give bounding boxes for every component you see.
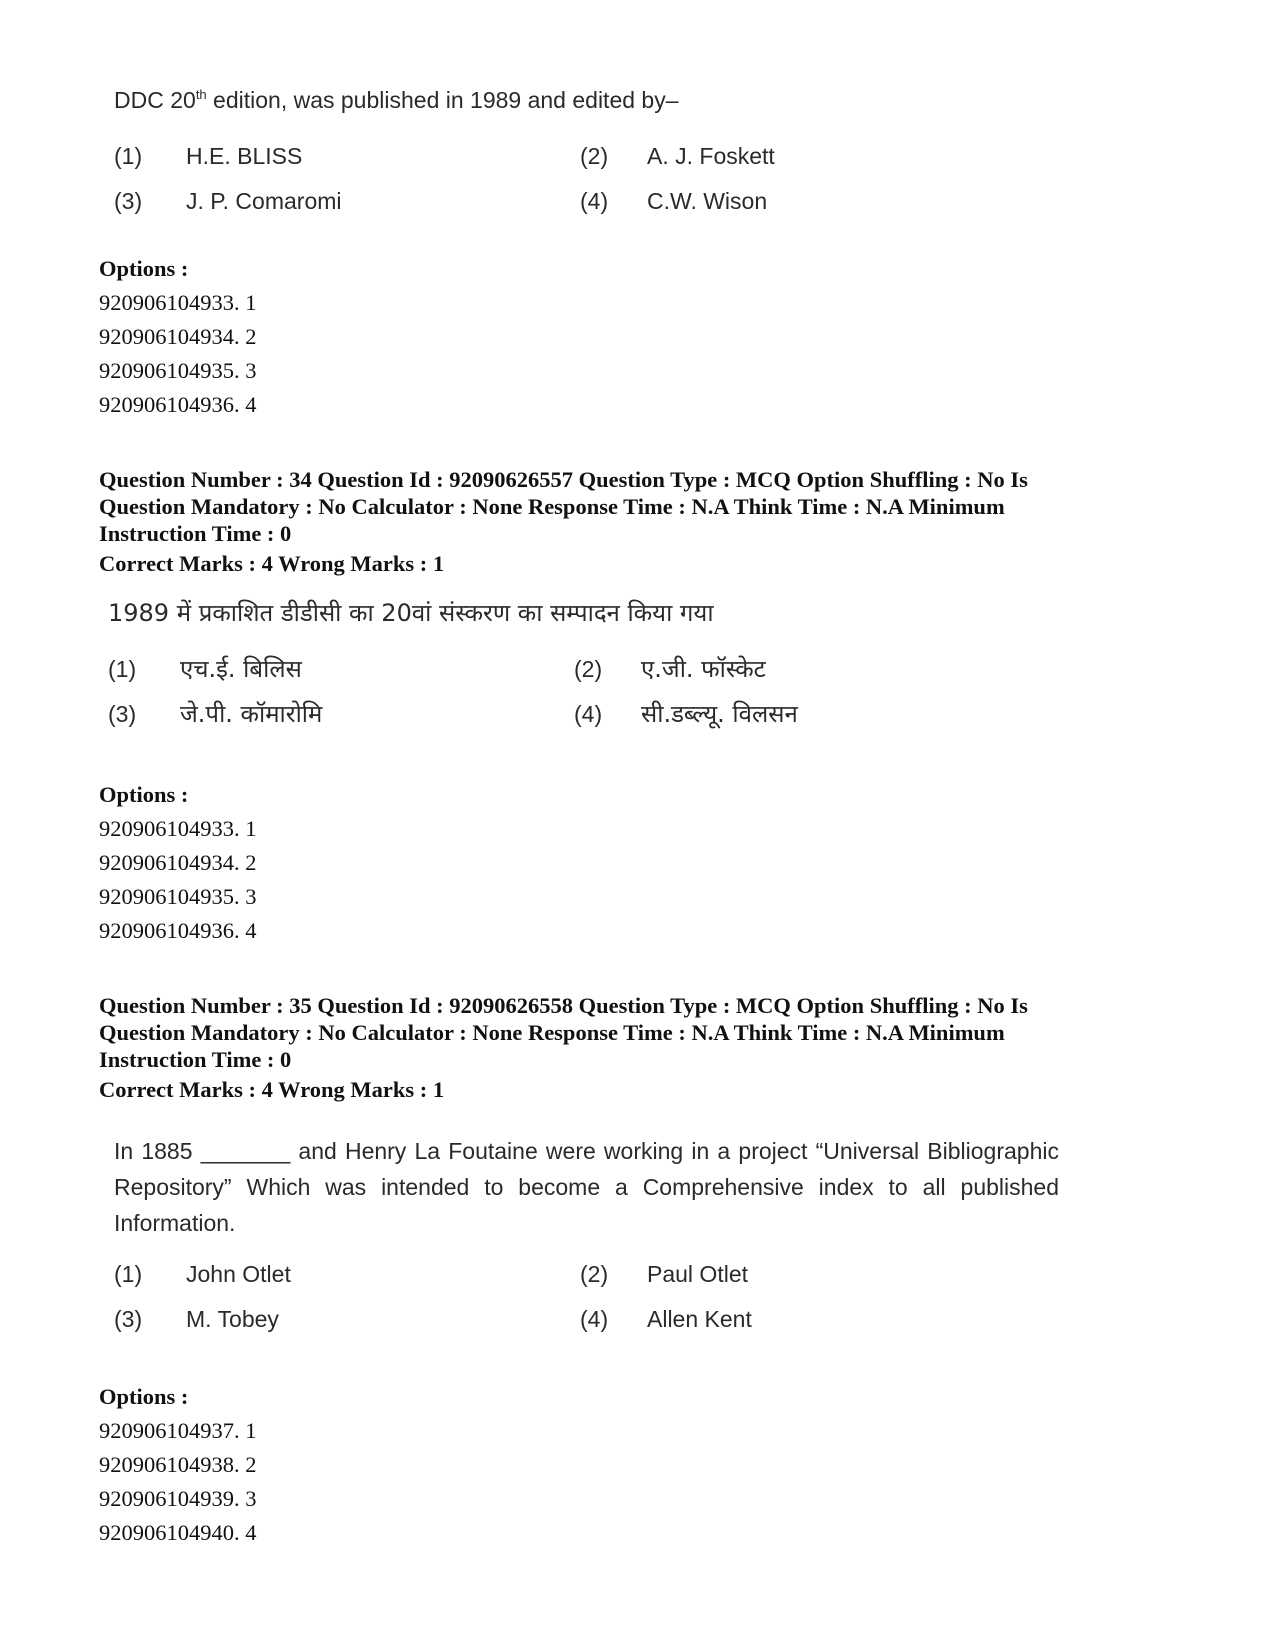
q35-option-id: 920906104939. 3 — [99, 1486, 257, 1511]
q35-choice-2-text: Paul Otlet — [647, 1261, 748, 1287]
q34-option-id: 920906104934. 2 — [99, 850, 257, 875]
q33-choice-2-number: (2) — [580, 143, 609, 169]
q35-choice-3-text: M. Tobey — [186, 1306, 279, 1332]
q34-choice-1-text: एच.ई. बिलिस — [180, 655, 302, 683]
q35-marks: Correct Marks : 4 Wrong Marks : 1 — [99, 1077, 445, 1102]
q35-option-id: 920906104937. 1 — [99, 1418, 257, 1443]
q33-choice-row — [114, 183, 914, 219]
q35-options-label: Options : — [99, 1384, 189, 1409]
q34-metadata — [99, 466, 1189, 547]
q33-choice-4-text: C.W. Wison — [647, 188, 768, 214]
q33-option-id: 920906104934. 2 — [99, 324, 257, 349]
q33-option-id: 920906104933. 1 — [99, 290, 257, 315]
q35-choice-3-number: (3) — [114, 1306, 143, 1332]
q33-option-id: 920906104936. 4 — [99, 392, 257, 417]
q34-option-id: 920906104936. 4 — [99, 918, 257, 943]
q34-choice-row — [108, 696, 908, 732]
q34-choice-4-text: सी.डब्ल्यू. विलसन — [641, 700, 798, 728]
q33-stem-part: DDC 20 — [114, 87, 196, 113]
q35-options-block — [99, 1380, 257, 1550]
q33-stem-part: edition, was published in 1989 and edited by– — [206, 87, 679, 113]
q34-meta-line: Question Mandatory : No Calculator : None Response Time : N.A Think Time : N.A Minimum — [99, 494, 1005, 519]
q34-meta-line: Question Number : 34 Question Id : 92090626557 Question Type : MCQ Option Shuffling : No Is — [99, 467, 1028, 492]
q35-choice-4-text: Allen Kent — [647, 1306, 752, 1332]
q34-options-label: Options : — [99, 782, 189, 807]
q33-option-id: 920906104935. 3 — [99, 358, 257, 383]
q33-choice-3-number: (3) — [114, 188, 143, 214]
q35-meta-line: Instruction Time : 0 — [99, 1047, 292, 1072]
q33-choice-3-text: J. P. Comaromi — [186, 188, 342, 214]
q34-question-image — [108, 595, 1008, 745]
q34-choice-3-text: जे.पी. कॉमारोमि — [180, 700, 323, 728]
q34-choice-2-text: ए.जी. फॉस्केट — [641, 655, 766, 683]
q33-options-block — [99, 252, 257, 422]
q34-choice-4-number: (4) — [574, 701, 603, 727]
q35-metadata — [99, 992, 1189, 1073]
q33-choice-1-text: H.E. BLISS — [186, 143, 303, 169]
q34-meta-line: Instruction Time : 0 — [99, 521, 292, 546]
q33-question-stem — [114, 82, 1014, 118]
q33-question-image — [114, 82, 1014, 232]
q34-choice-1-number: (1) — [108, 656, 137, 682]
q35-option-id: 920906104940. 4 — [99, 1520, 257, 1545]
q34-option-id: 920906104935. 3 — [99, 884, 257, 909]
q34-choice-3-number: (3) — [108, 701, 137, 727]
q34-options-block — [99, 778, 257, 948]
q35-choice-1-number: (1) — [114, 1261, 143, 1287]
q35-choice-row — [114, 1301, 914, 1337]
q34-choice-row — [108, 651, 908, 687]
q35-question-stem: In 1885 _______ and Henry La Foutaine were working in a project “Universal Bibliographic Repository” Which was intended to become a Comprehensive index to all published Information. — [114, 1138, 1059, 1236]
q35-question-image — [114, 1133, 1074, 1353]
q33-options-label: Options : — [99, 256, 189, 281]
q34-choice-2-number: (2) — [574, 656, 603, 682]
q35-choice-row — [114, 1256, 914, 1292]
q35-meta-line: Question Mandatory : No Calculator : None Response Time : N.A Think Time : N.A Minimum — [99, 1020, 1005, 1045]
q35-choice-2-number: (2) — [580, 1261, 609, 1287]
q34-marks: Correct Marks : 4 Wrong Marks : 1 — [99, 551, 445, 576]
q35-meta-line: Question Number : 35 Question Id : 92090626558 Question Type : MCQ Option Shuffling : No Is — [99, 993, 1028, 1018]
q33-choice-1-number: (1) — [114, 143, 143, 169]
q34-question-stem: 1989 में प्रकाशित डीडीसी का 20वां संस्करण का सम्पादन किया गया — [108, 599, 714, 627]
q34-option-id: 920906104933. 1 — [99, 816, 257, 841]
q33-choice-row — [114, 138, 914, 174]
q33-choice-4-number: (4) — [580, 188, 609, 214]
q35-choice-1-text: John Otlet — [186, 1261, 291, 1287]
q33-choice-2-text: A. J. Foskett — [647, 143, 775, 169]
q35-choice-4-number: (4) — [580, 1306, 609, 1332]
q35-option-id: 920906104938. 2 — [99, 1452, 257, 1477]
q33-stem-superscript: th — [195, 87, 207, 102]
